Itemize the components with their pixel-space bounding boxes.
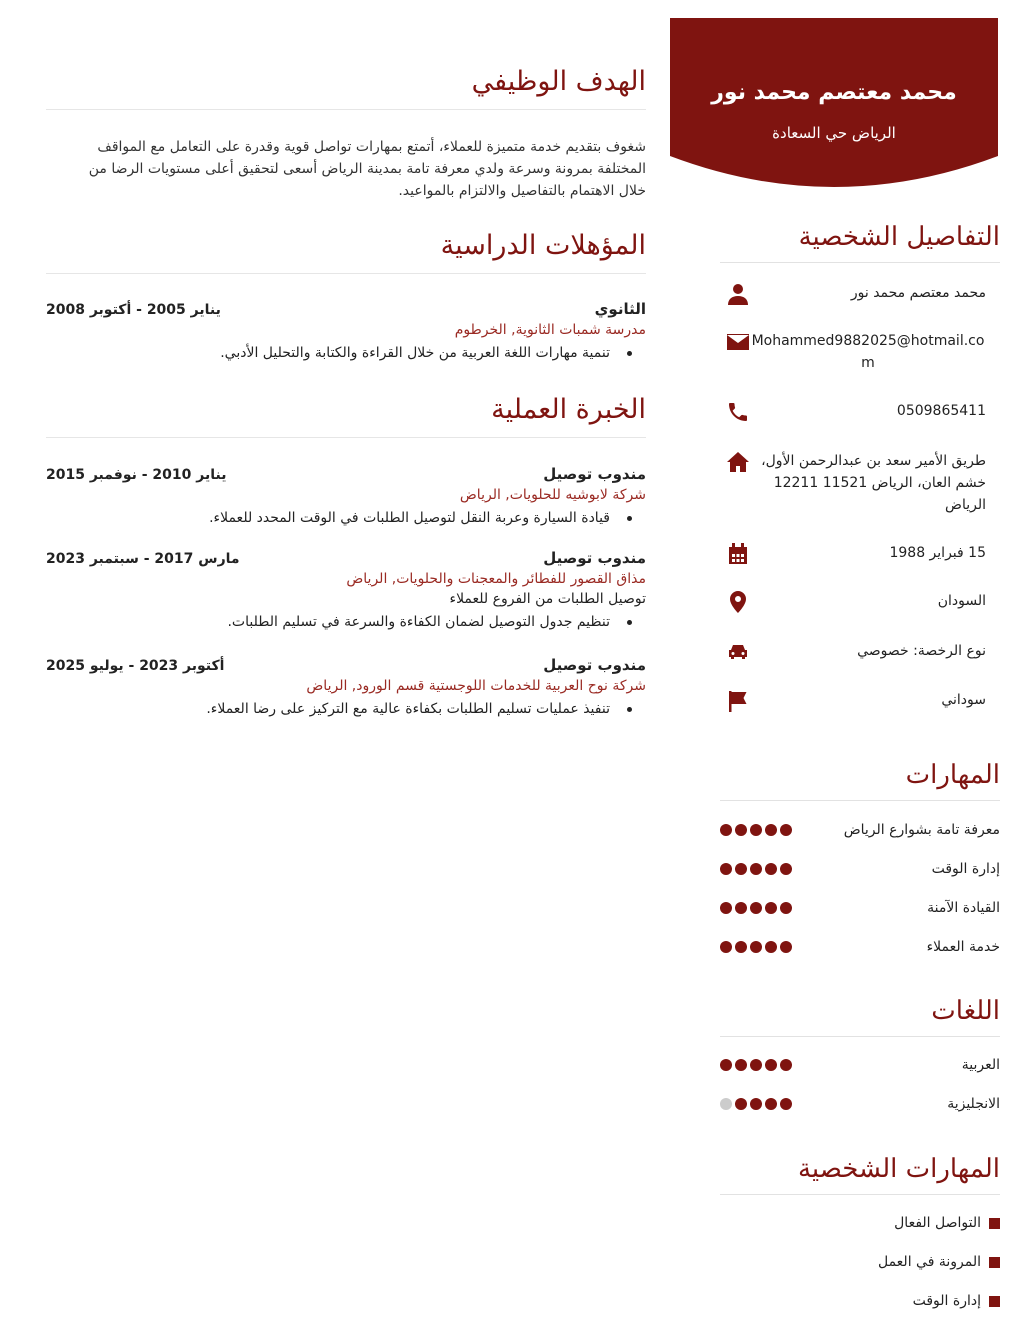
rating-dot xyxy=(750,863,762,875)
rating-dot xyxy=(735,824,747,836)
rating-dot xyxy=(720,863,732,875)
soft-skill-label: التواصل الفعال xyxy=(894,1215,981,1231)
envelope-icon xyxy=(726,330,750,354)
car-icon xyxy=(726,640,750,664)
experience-date: أكتوبر 2023 - يوليو 2025 xyxy=(46,658,225,674)
detail-row-email xyxy=(720,330,1000,374)
education-bullet: تنمية مهارات اللغة العربية من خلال القراءة والكتابة والتحليل الأدبي. xyxy=(46,342,610,364)
soft-skill-item xyxy=(720,1254,1000,1270)
rating-dot xyxy=(720,1059,732,1071)
experience-role: مندوب توصيل xyxy=(543,549,646,567)
rating-dot xyxy=(750,902,762,914)
experience-role: مندوب توصيل xyxy=(543,656,646,674)
square-bullet-icon xyxy=(989,1218,1000,1229)
experience-date: يناير 2010 - نوفمبر 2015 xyxy=(46,467,227,483)
detail-email[interactable]: Mohammed9882025@hotmail.com xyxy=(751,333,985,371)
rating-dot xyxy=(780,1098,792,1110)
detail-row-phone xyxy=(720,400,1000,424)
rating-dot xyxy=(720,824,732,836)
objective-text: شغوف بتقديم خدمة متميزة للعملاء، أتمتع بمهارات تواصل قوية وقدرة على التعامل مع المواقف المختلفة بمرونة وسرعة ولدي معرفة تامة بمدينة الرياض أسعى لتحقيق أعلى مستويات الرضا من خلال الاهتمام بالتفاصيل والالتزام بالمواعيد. xyxy=(88,139,646,199)
detail-row-address xyxy=(720,450,1000,516)
rating-dot xyxy=(720,902,732,914)
rating-dot xyxy=(765,824,777,836)
rating-dot xyxy=(735,863,747,875)
candidate-name: محمد معتصم محمد نور xyxy=(711,80,957,105)
personal-details-section xyxy=(720,222,1000,263)
detail-phone[interactable]: 0509865411 xyxy=(896,403,986,419)
education-date: يناير 2005 - أكتوبر 2008 xyxy=(46,302,221,318)
language-label: العربية xyxy=(961,1057,1000,1073)
education-entry xyxy=(46,300,646,364)
detail-row-birthdate xyxy=(720,542,1000,566)
candidate-location: الرياض حي السعادة xyxy=(772,124,896,142)
rating-dot xyxy=(780,824,792,836)
rating-dot xyxy=(735,1098,747,1110)
detail-country: السودان xyxy=(937,593,986,609)
detail-nationality: سوداني xyxy=(941,692,986,708)
skill-rating xyxy=(720,941,792,953)
rating-dot xyxy=(720,941,732,953)
rating-dot xyxy=(780,863,792,875)
detail-row-nationality xyxy=(720,689,1000,713)
languages-title: اللغات xyxy=(720,996,1000,1037)
rating-dot xyxy=(735,1059,747,1071)
experience-company: شركة لابوشيه للحلويات, الرياض xyxy=(459,487,646,503)
experience-entry xyxy=(46,656,646,720)
phone-icon xyxy=(726,400,750,424)
education-degree: الثانوي xyxy=(594,300,646,318)
rating-dot xyxy=(765,941,777,953)
rating-dot xyxy=(765,902,777,914)
objective-title: الهدف الوظيفي xyxy=(46,66,646,110)
rating-dot xyxy=(780,941,792,953)
header-banner xyxy=(670,18,998,193)
rating-dot xyxy=(750,941,762,953)
experience-bullet: تنفيذ عمليات تسليم الطلبات بكفاءة عالية مع التركيز على رضا العملاء. xyxy=(46,698,610,720)
rating-dot xyxy=(750,824,762,836)
skill-row xyxy=(720,861,1000,877)
header-banner-shape xyxy=(670,18,998,193)
experience-company: شركة نوح العربية للخدمات اللوجستية قسم الورود, الرياض xyxy=(306,678,646,694)
detail-birthdate: 15 فبراير 1988 xyxy=(889,545,986,561)
experience-title: الخبرة العملية xyxy=(46,394,646,438)
flag-icon xyxy=(726,689,750,713)
map-pin-icon xyxy=(726,590,750,614)
experience-role: مندوب توصيل xyxy=(543,465,646,483)
detail-license: نوع الرخصة: خصوصي xyxy=(857,643,986,659)
languages-section xyxy=(720,996,1000,1037)
soft-skills-section xyxy=(720,1154,1000,1195)
soft-skill-item xyxy=(720,1215,1000,1231)
skills-section xyxy=(720,760,1000,801)
detail-row-license xyxy=(720,640,1000,664)
skill-label: إدارة الوقت xyxy=(931,861,1000,877)
rating-dot xyxy=(735,941,747,953)
detail-row-name xyxy=(720,282,1000,306)
soft-skill-label: المرونة في العمل xyxy=(877,1254,981,1270)
detail-address: طريق الأمير سعد بن عبدالرحمن الأول، خشم العان، الرياض 11521 12211 الرياض xyxy=(761,453,986,513)
skill-rating xyxy=(720,863,792,875)
language-label: الانجليزية xyxy=(947,1096,1000,1112)
skill-row xyxy=(720,822,1000,838)
rating-dot xyxy=(765,1098,777,1110)
education-title: المؤهلات الدراسية xyxy=(46,230,646,274)
experience-entry xyxy=(46,465,646,529)
education-school: مدرسة شمبات الثانوية, الخرطوم xyxy=(454,322,646,338)
experience-bullet: قيادة السيارة وعربة النقل لتوصيل الطلبات في الوقت المحدد للعملاء. xyxy=(46,507,610,529)
skills-title: المهارات xyxy=(720,760,1000,801)
rating-dot xyxy=(750,1059,762,1071)
experience-company: مذاق القصور للفطائر والمعجنات والحلويات, الرياض xyxy=(346,571,646,587)
experience-date: مارس 2017 - سبتمبر 2023 xyxy=(46,551,240,567)
detail-name: محمد معتصم محمد نور xyxy=(850,285,986,301)
rating-dot xyxy=(765,1059,777,1071)
rating-dot xyxy=(735,902,747,914)
skill-row xyxy=(720,939,1000,955)
skill-label: خدمة العملاء xyxy=(926,939,1000,955)
language-row xyxy=(720,1057,1000,1073)
square-bullet-icon xyxy=(989,1296,1000,1307)
skill-rating xyxy=(720,824,792,836)
experience-entry xyxy=(46,549,646,633)
rating-dot xyxy=(750,1098,762,1110)
skill-label: القيادة الآمنة xyxy=(927,900,1000,916)
personal-details-title: التفاصيل الشخصية xyxy=(720,222,1000,263)
language-row xyxy=(720,1096,1000,1112)
language-rating xyxy=(720,1059,792,1071)
soft-skill-label: إدارة الوقت xyxy=(912,1293,981,1309)
user-icon xyxy=(726,282,750,306)
rating-dot xyxy=(780,902,792,914)
language-rating xyxy=(720,1098,792,1110)
skill-rating xyxy=(720,902,792,914)
experience-description: توصيل الطلبات من الفروع للعملاء xyxy=(449,591,646,607)
detail-row-country xyxy=(720,590,1000,614)
experience-bullet: تنظيم جدول التوصيل لضمان الكفاءة والسرعة في تسليم الطلبات. xyxy=(46,611,610,633)
soft-skill-item xyxy=(720,1293,1000,1309)
calendar-icon xyxy=(726,542,750,566)
skill-label: معرفة تامة بشوارع الرياض xyxy=(843,822,1000,838)
rating-dot xyxy=(780,1059,792,1071)
rating-dot xyxy=(765,863,777,875)
square-bullet-icon xyxy=(989,1257,1000,1268)
skill-row xyxy=(720,900,1000,916)
rating-dot xyxy=(720,1098,732,1110)
home-icon xyxy=(726,450,750,474)
soft-skills-title: المهارات الشخصية xyxy=(720,1154,1000,1195)
